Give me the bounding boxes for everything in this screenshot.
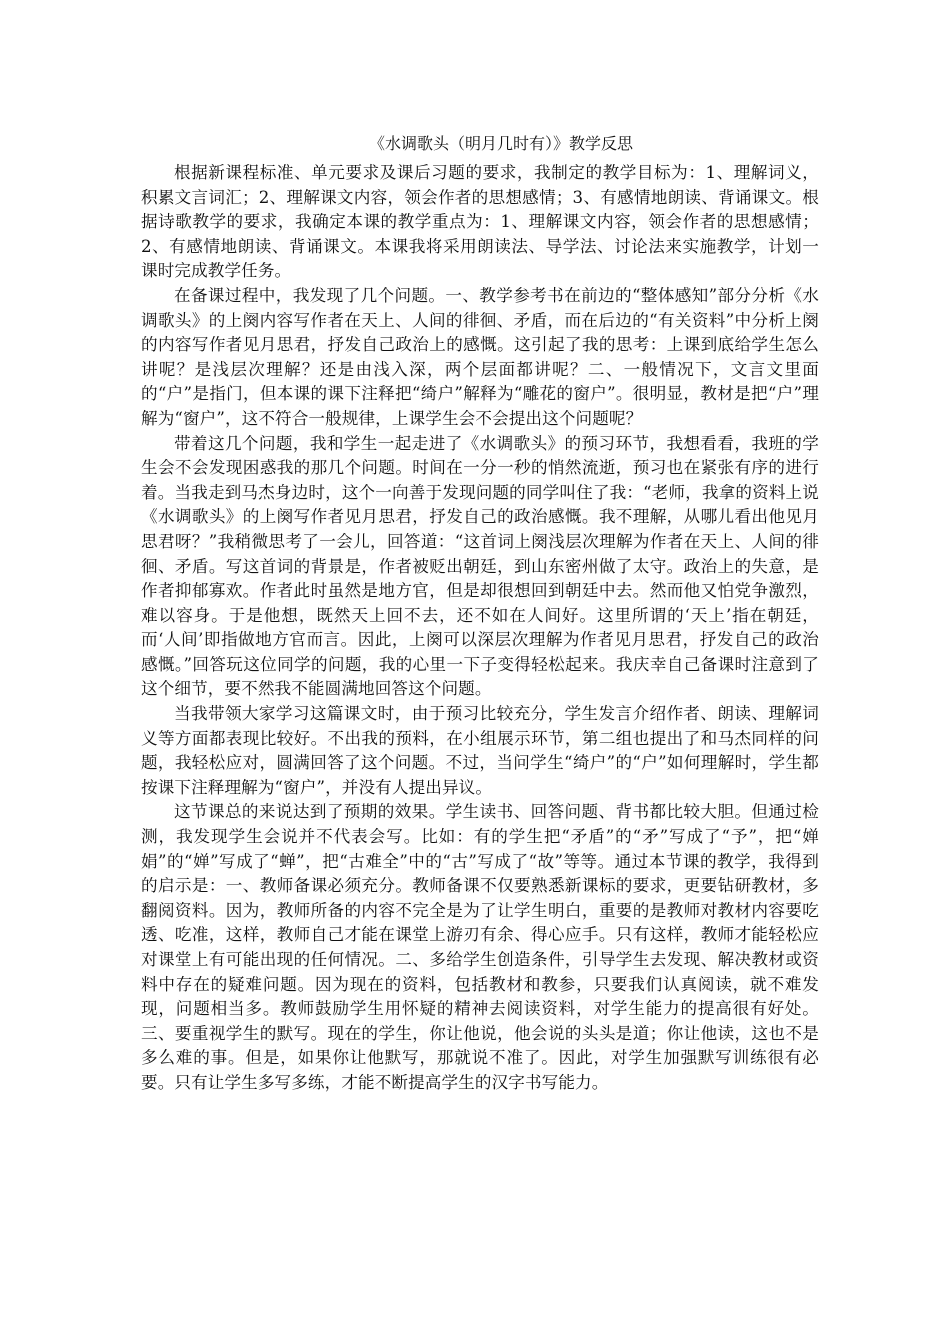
paragraph-class-learning: 当我带领大家学习这篇课文时，由于预习比较充分，学生发言介绍作者、朗读、理解词义等方面都表现比较好。不出我的预料，在小组展示环节，第二组也提出了和马杰同样的问题，我轻松应对，圆满回答了这个问题。不过，当问学生“绮户”的“户”如何理解时，学生都按课下注释理解为“窗户”，并没有人提出异议。 bbox=[141, 704, 819, 797]
paragraph-teaching-goals: 根据新课程标准、单元要求及课后习题的要求，我制定的教学目标为：1、理解词义，积累文言词汇；2、理解课文内容，领会作者的思想感情；3、有感情地朗读、背诵课文。根据诗歌教学的要求，我确定本课的教学重点为：1、理解课文内容，领会作者的思想感情；2、有感情地朗读、背诵课文。本课我将采用朗读法、导学法、讨论法来实施教学，计划一课时完成教学任务。 bbox=[141, 163, 819, 281]
paragraph-preparation-problems: 在备课过程中，我发现了几个问题。一、教学参考书在前边的“整体感知”部分分析《水调歌头》的上阕内容写作者在天上、人间的徘徊、矛盾，而在后边的“有关资料”中分析上阕的内容写作者见月思君，抒发自己政治上的感慨。这引起了我的思考：上课到底给学生怎么讲呢？是浅层次理解？还是由浅入深，两个层面都讲呢？二、一般情况下，文言文里面的“户”是指门，但本课的课下注释把“绮户”解释为“雕花的窗户”。很明显，教材是把“户”理解为“窗户”，这不符合一般规律，上课学生会不会提出这个问题呢？ bbox=[141, 285, 819, 428]
paragraph-preview-session: 带着这几个问题，我和学生一起走进了《水调歌头》的预习环节，我想看看，我班的学生会不会发现困惑我的那几个问题。时间在一分一秒的悄然流逝，预习也在紧张有序的进行着。当我走到马杰身边时，这个一向善于发现问题的同学叫住了我：“老师，我拿的资料上说《水调歌头》的上阕写作者见月思君，抒发自己的政治感慨。我不理解，从哪儿看出他见月思君呀？”我稍微思考了一会儿，回答道：“这首词上阕浅层次理解为作者在天上、人间的徘徊、矛盾。写这首词的背景是，作者被贬出朝廷，到山东密州做了太守。政治上的失意，是作者抑郁寡欢。作者此时虽然是地方官，但是却很想回到朝廷中去。然而他又怕党争激烈，难以容身。于是他想，既然天上回不去，还不如在人间好。这里所谓的‘天上’指在朝廷，而‘人间’即指做地方官而言。因此，上阕可以深层次理解为作者见月思君，抒发自己的政治感慨。”回答玩这位同学的问题，我的心里一下子变得轻松起来。我庆幸自己备课时注意到了这个细节，要不然我不能圆满地回答这个问题。 bbox=[141, 433, 819, 699]
paragraph-summary-insights: 这节课总的来说达到了预期的效果。学生读书、回答问题、背书都比较大胆。但通过检测，我发现学生会说并不代表会写。比如：有的学生把“矛盾”的“矛”写成了“予”，把“婵娟”的“婵”写成了“蝉”，把“古难全”中的“古”写成了“故”等等。通过本节课的教学，我得到的启示是：一、教师备课必须充分。教师备课不仅要熟悉新课标的要求，更要钻研教材，多翻阅资料。因为，教师所备的内容不完全是为了让学生明白，重要的是教师对教材内容要吃透、吃准，这样，教师自己才能在课堂上游刃有余、得心应手。只有这样，教师才能轻松应对课堂上有可能出现的任何情况。二、多给学生创造条件，引导学生去发现、解决教材或资料中存在的疑难问题。因为现在的资料，包括教材和教参，只要我们认真阅读，就不难发现，问题相当多。教师鼓励学生用怀疑的精神去阅读资料，对学生能力的提高很有好处。三、要重视学生的默写。现在的学生，你让他说，他会说的头头是道；你让他读，这也不是多么难的事。但是，如果你让他默写，那就说不准了。因此，对学生加强默写训练很有必要。只有让学生多写多练，才能不断提高学生的汉字书写能力。 bbox=[141, 802, 819, 1092]
document-title: 《水调歌头（明月几时有）》教学反思 bbox=[368, 134, 633, 153]
document-body bbox=[141, 132, 819, 1096]
